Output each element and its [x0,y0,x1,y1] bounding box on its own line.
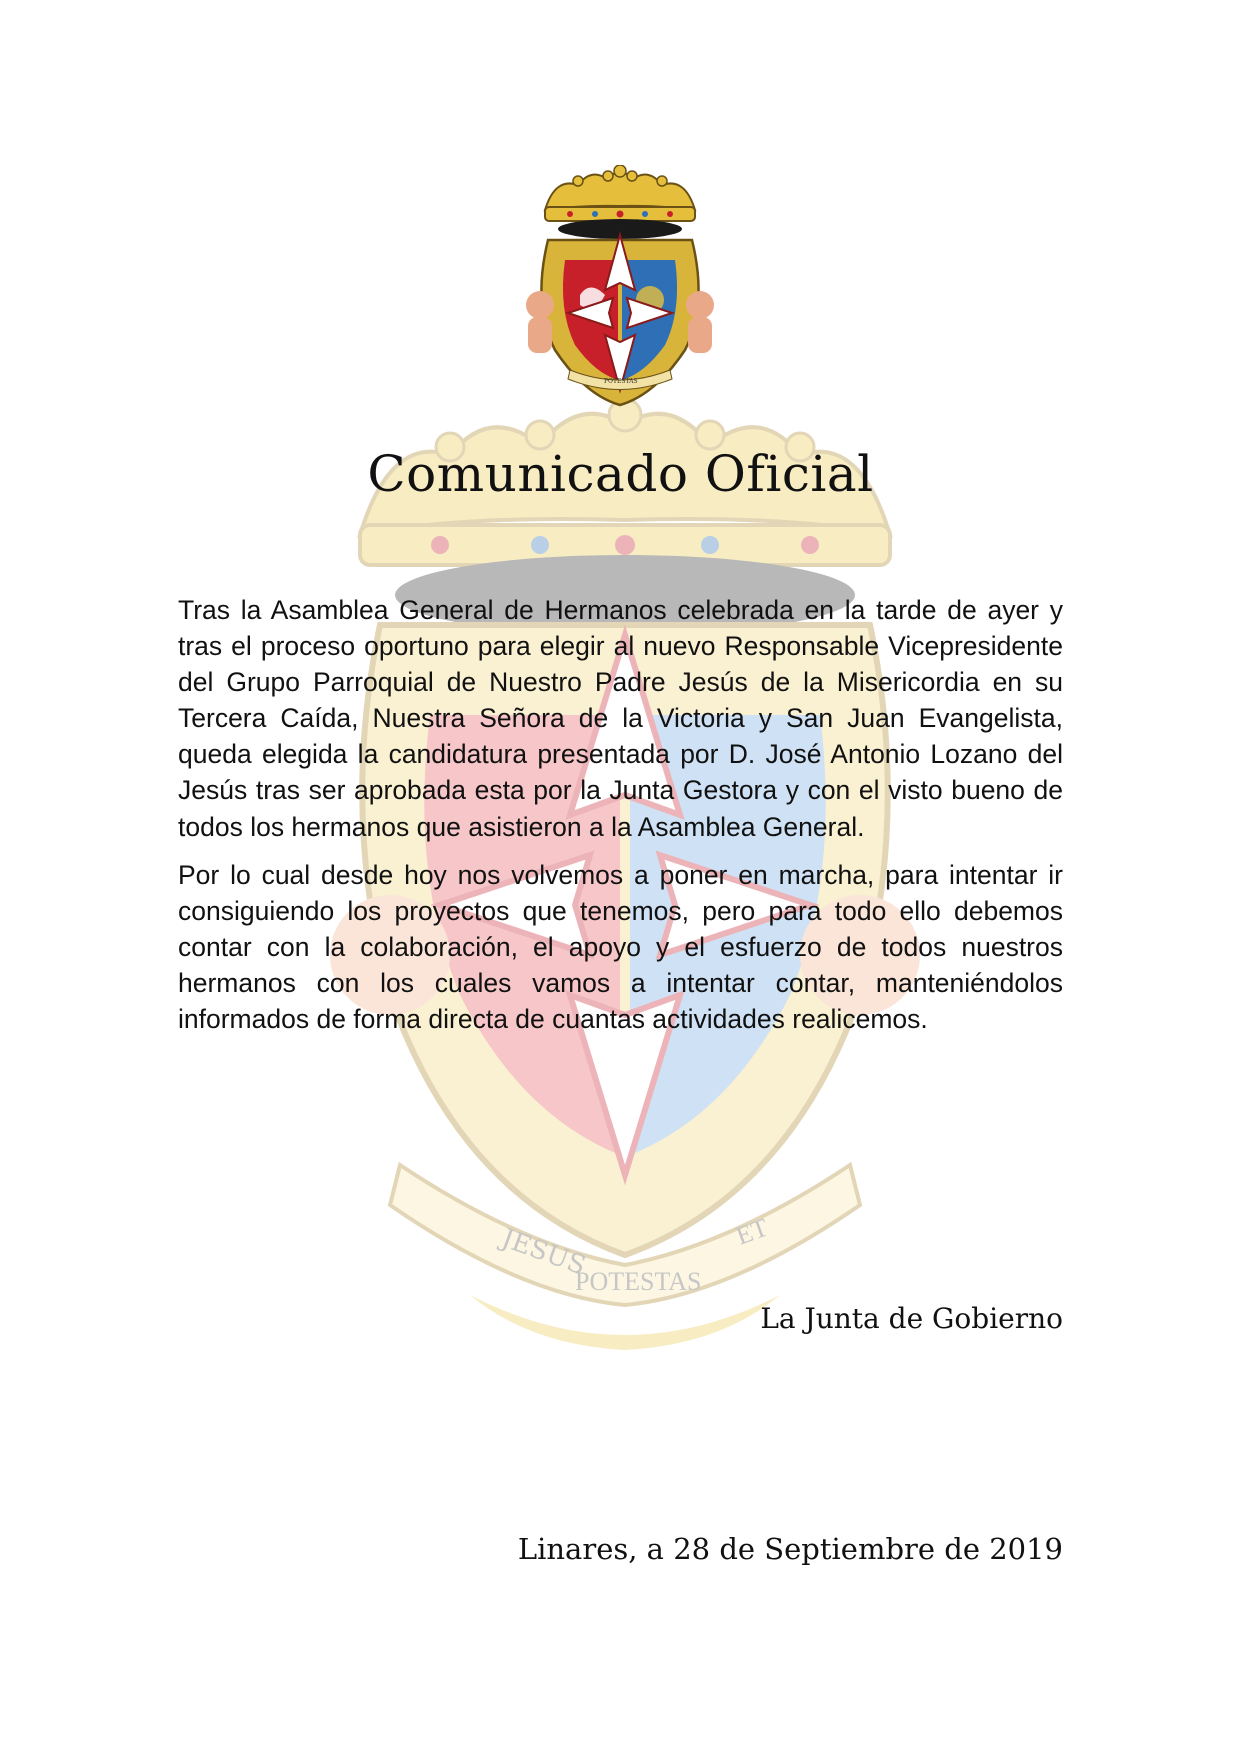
dateline: Linares, a 28 de Septiembre de 2019 [517,1532,1063,1566]
document-title: Comunicado Oficial [367,445,874,503]
document-body [178,592,1063,1049]
signature: La Junta de Gobierno [760,1302,1063,1335]
cherub-right-icon [686,291,714,353]
watermark-motto-center: POTESTAS [575,1267,702,1296]
body-paragraph-2: Por lo cual desde hoy nos volvemos a poner en marcha, para intentar ir consiguiendo los proyectos que tenemos, pero para todo ello debemos contar con la colaboración, el apoyo y el esfuerzo de todos nuestros hermanos con los cuales vamos a intentar contar, manteniéndolos informados de forma directa de cuantas actividades realicemos. [178,859,1063,1035]
watermark-motto-left: JESUS [497,1223,590,1282]
cherub-left-icon [526,291,554,353]
crown-icon [545,165,695,221]
body-paragraph-1: Tras la Asamblea General de Hermanos celebrada en la tarde de ayer y tras el proceso oportuno para elegir al nuevo Responsable Vicepresidente del Grupo Parroquial de Nuestro Padre Jesús de la Misericordia en su Tercera Caída, Nuestra Señora de la Victoria y San Juan Evangelista, queda elegida la candidatura presentada por D. José Antonio Lozano del Jesús tras ser aprobada esta por la Junta Gestora y con el visto bueno de todos los hermanos que asistieron a la Asamblea General. [178,595,1063,842]
crest-motto: POTESTAS [604,378,638,385]
crest-logo-image [510,165,730,410]
watermark-motto-right: ET [732,1212,772,1251]
